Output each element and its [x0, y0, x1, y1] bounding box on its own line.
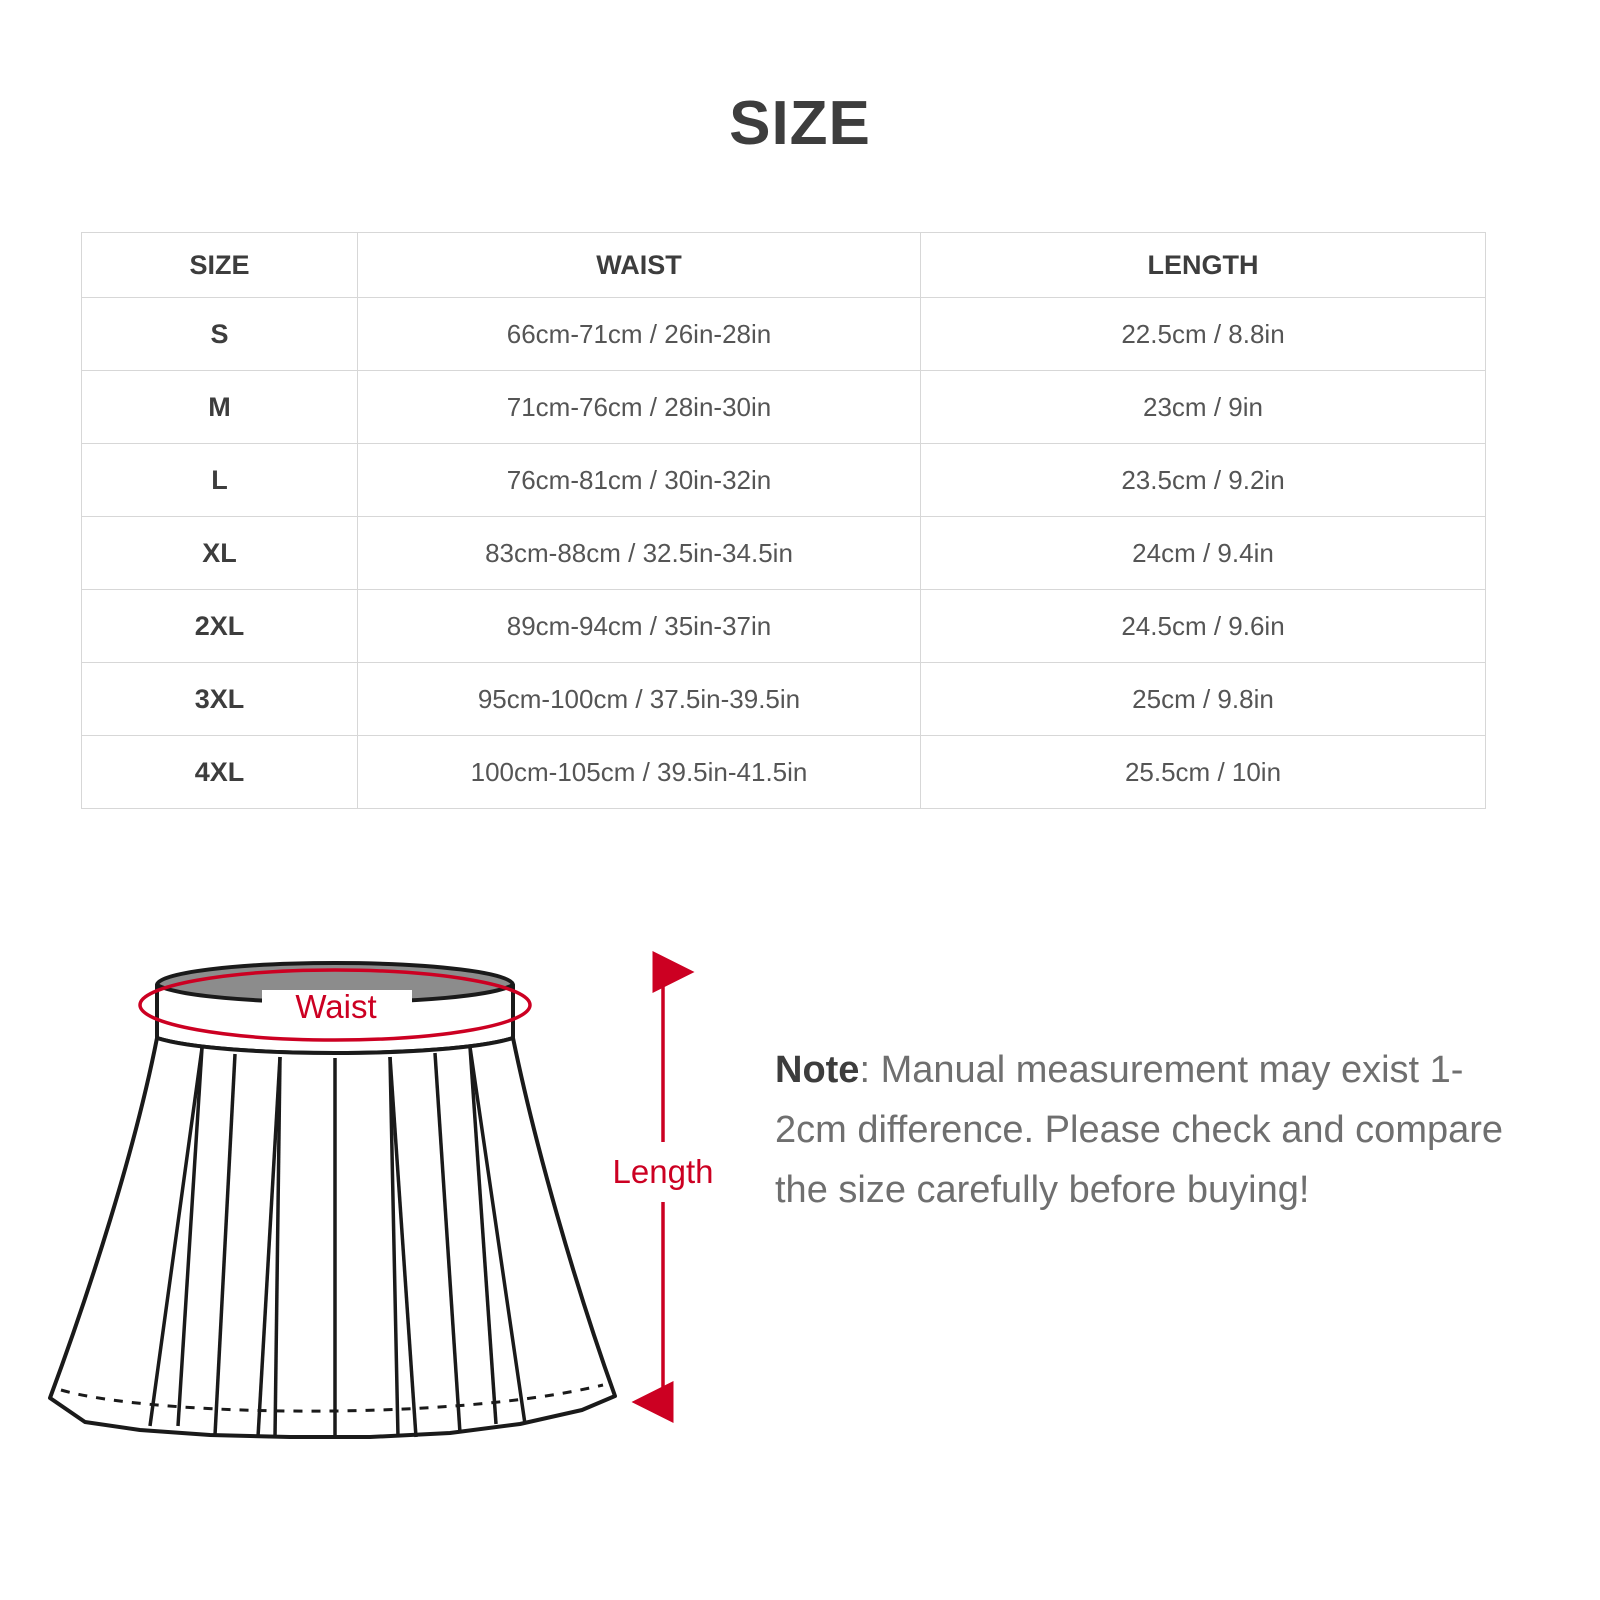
cell-waist: 83cm-88cm / 32.5in-34.5in	[358, 517, 921, 590]
cell-size: 3XL	[82, 663, 358, 736]
skirt-outline-icon	[50, 963, 615, 1437]
cell-length: 24cm / 9.4in	[921, 517, 1486, 590]
cell-waist: 95cm-100cm / 37.5in-39.5in	[358, 663, 921, 736]
table-row	[82, 590, 1486, 663]
cell-waist: 71cm-76cm / 28in-30in	[358, 371, 921, 444]
page-title: SIZE	[729, 89, 871, 158]
cell-waist: 76cm-81cm / 30in-32in	[358, 444, 921, 517]
note-label: Note	[775, 1049, 860, 1091]
cell-length: 24.5cm / 9.6in	[921, 590, 1486, 663]
column-header-length: LENGTH	[921, 233, 1486, 298]
cell-size: 2XL	[82, 590, 358, 663]
column-header-size: SIZE	[82, 233, 358, 298]
table-header-row	[82, 233, 1486, 298]
table-row	[82, 298, 1486, 371]
cell-length: 23.5cm / 9.2in	[921, 444, 1486, 517]
waist-label: Waist	[295, 988, 377, 1025]
table-row	[82, 444, 1486, 517]
size-chart-table	[81, 232, 1486, 809]
table-row	[82, 736, 1486, 809]
note-text: : Manual measurement may exist 1-2cm difference. Please check and compare the size carefully before buying!	[775, 1049, 1504, 1212]
cell-size: M	[82, 371, 358, 444]
cell-length: 25cm / 9.8in	[921, 663, 1486, 736]
note-block	[775, 1040, 1505, 1220]
cell-waist: 100cm-105cm / 39.5in-41.5in	[358, 736, 921, 809]
cell-waist: 66cm-71cm / 26in-28in	[358, 298, 921, 371]
table-row	[82, 517, 1486, 590]
cell-length: 23cm / 9in	[921, 371, 1486, 444]
cell-size: XL	[82, 517, 358, 590]
skirt-measurement-diagram	[30, 930, 770, 1470]
cell-size: 4XL	[82, 736, 358, 809]
cell-size: S	[82, 298, 358, 371]
cell-length: 25.5cm / 10in	[921, 736, 1486, 809]
table-row	[82, 371, 1486, 444]
cell-length: 22.5cm / 8.8in	[921, 298, 1486, 371]
column-header-waist: WAIST	[358, 233, 921, 298]
cell-waist: 89cm-94cm / 35in-37in	[358, 590, 921, 663]
table-row	[82, 663, 1486, 736]
length-label: Length	[612, 1153, 714, 1190]
cell-size: L	[82, 444, 358, 517]
